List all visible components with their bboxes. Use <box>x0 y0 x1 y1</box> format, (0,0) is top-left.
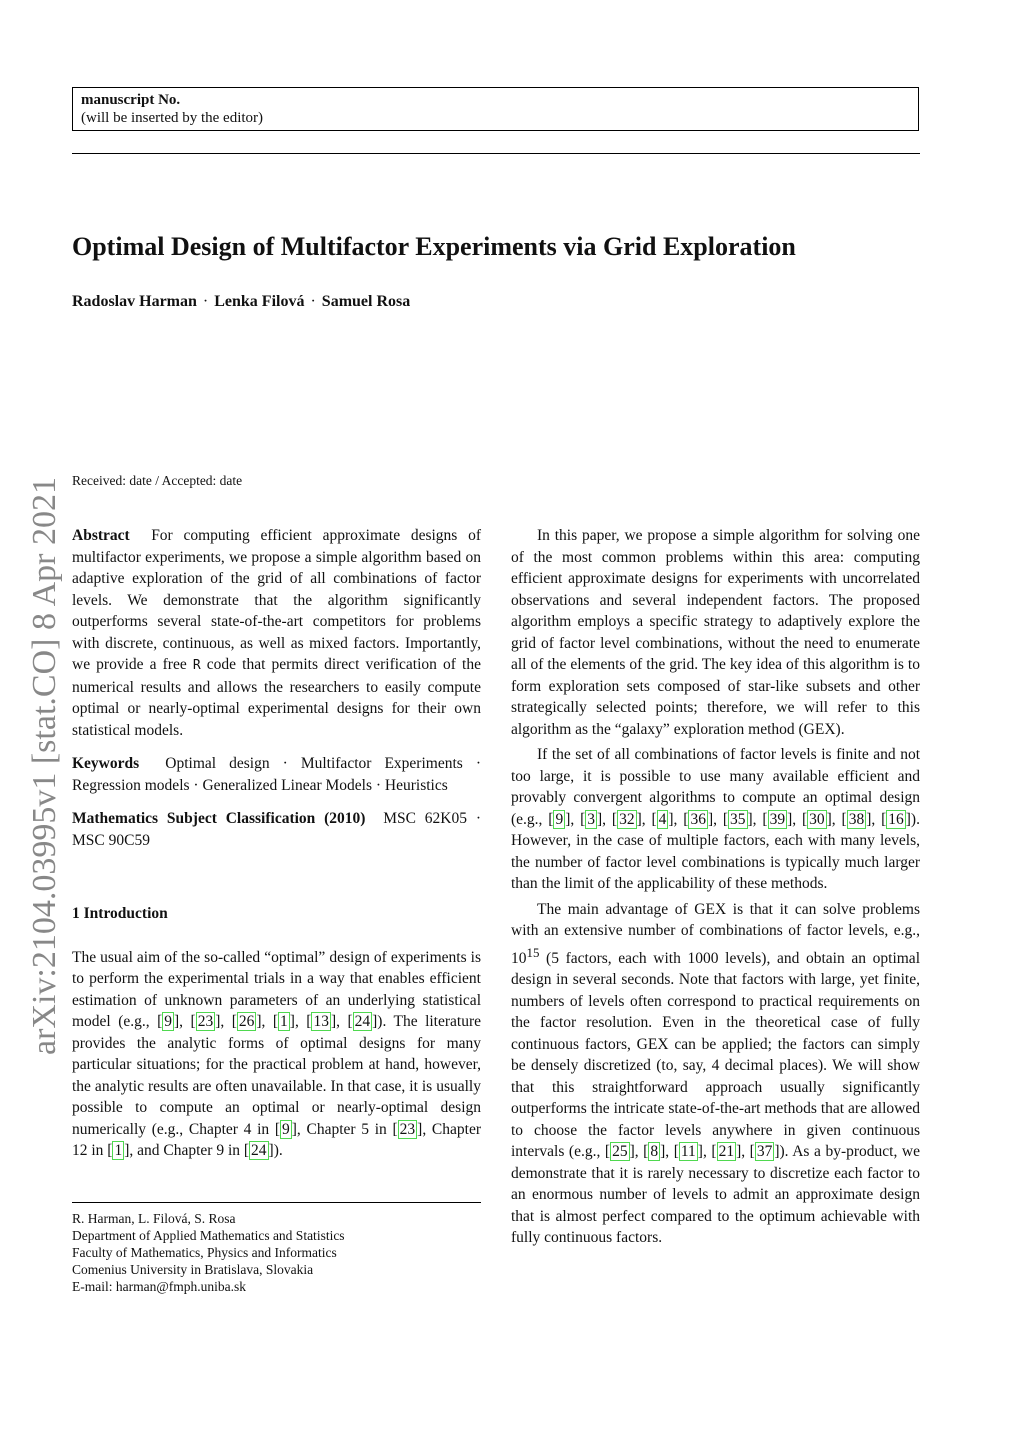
citation-link[interactable]: 8 <box>650 1143 659 1161</box>
footnote-email: E-mail: harman@fmph.uniba.sk <box>72 1279 247 1294</box>
paper-title: Optimal Design of Multifactor Experiments via Grid Exploration <box>72 232 796 261</box>
citation-link[interactable]: 25 <box>612 1143 628 1161</box>
citation-link[interactable]: 24 <box>251 1142 267 1159</box>
msc-label: Mathematics Subject Classification (2010) <box>72 810 366 827</box>
arxiv-sidebar-stamp: arXiv:2104.03995v1 [stat.CO] 8 Apr 2021 <box>26 477 63 1055</box>
author-name: Radoslav Harman <box>72 293 197 310</box>
author-name: Lenka Filová <box>214 293 305 310</box>
abstract: Abstract For computing efficient approximate designs of multifactor experiments, we propose a simple algorithm based on adaptive exploration of the grid of all combinations of factor levels. We demonstrate that the algorithm significantly outperforms several state-of-the-art competitors for problems with discrete, continuous, as well as mixed factors. Importantly, we provide a free R code that permits direct verification of the numerical results and allows the researchers to easily compute optimal or nearly-optimal experimental designs for their own statistical models. <box>72 527 481 739</box>
citation-link[interactable]: 9 <box>282 1120 290 1138</box>
footnote-faculty: Faculty of Mathematics, Physics and Informatics <box>72 1245 337 1260</box>
msc-classification: Mathematics Subject Classification (2010) MSC 62K05 · MSC 90C59 <box>72 810 482 849</box>
citation-link[interactable]: 37 <box>756 1143 773 1161</box>
citation-link[interactable]: 35 <box>730 810 746 828</box>
body-paragraph: The main advantage of GEX is that it can solve problems with an extensive number of combinations of factor levels, e.g., $10^{15}$ (5 factors, each with 1000 levels), and obtain an optimal design in several seconds. Note that factors with large, yet finite, numbers of levels often correspond to practical requirements on the factor resolution. Even in the theoretical case of fully continuous factors, GEX can be applied; the factors can simply be densely discretized (to, say, 4 decimal places). We will show that this straightforward approach usually significantly outperforms the intricate state-of-the-art methods that are allowed to choose the factor levels anywhere in given continuous intervals (e.g., [ 25 ], [ 8 ], [ 11 ], [ 21 ], [ 37 ]). As a by-product, we demonstrate that it is rarely necessary to discretize each factor to an enormous number of levels to admit an approximate design that is almost perfect compared to the optimum achievable with fully continuous factors. <box>511 900 920 1247</box>
abstract-label: Abstract <box>72 527 130 544</box>
citation-link[interactable]: 26 <box>238 1013 255 1030</box>
citation-link[interactable]: 32 <box>619 810 635 828</box>
citation-link[interactable]: 16 <box>888 810 904 828</box>
header-rule <box>72 153 920 154</box>
received-line: Received: date / Accepted: date <box>72 473 243 488</box>
author-separator: · <box>202 293 209 310</box>
footnote-rule <box>72 1202 481 1203</box>
citation-link[interactable]: 9 <box>164 1013 173 1030</box>
footnote-names: R. Harman, L. Filová, S. Rosa <box>72 1211 236 1226</box>
editor-note: (will be inserted by the editor) <box>81 110 264 126</box>
citation-link[interactable]: 9 <box>555 810 564 828</box>
citation-link[interactable]: 24 <box>354 1013 371 1030</box>
manuscript-label: manuscript No. <box>81 92 181 108</box>
author-separator: · <box>310 293 316 310</box>
author-list <box>72 293 410 311</box>
keywords-label: Keywords <box>72 755 140 772</box>
citation-link[interactable]: 4 <box>658 810 667 828</box>
citation-link[interactable]: 1 <box>280 1013 288 1030</box>
right-column <box>511 525 920 1249</box>
citation-link[interactable]: 3 <box>587 810 596 828</box>
left-column <box>72 525 481 1162</box>
citation-link[interactable]: 38 <box>848 810 865 828</box>
author-name: Samuel Rosa <box>321 293 411 310</box>
footnote-university: Comenius University in Bratislava, Slovakia <box>72 1262 314 1277</box>
citation-link[interactable]: 36 <box>690 810 706 828</box>
section-heading-introduction: 1 Introduction <box>72 905 168 922</box>
exponent: 15 <box>526 944 540 960</box>
citation-link[interactable]: 23 <box>399 1120 416 1138</box>
citation-link[interactable]: 1 <box>114 1142 123 1159</box>
keywords: Keywords Optimal design · Multifactor Experiments · Regression models · Generalized Linear Models · Heuristics <box>72 755 481 794</box>
citation-link[interactable]: 13 <box>313 1013 329 1030</box>
citation-link[interactable]: 30 <box>809 810 825 828</box>
r-code-name: R <box>192 658 201 673</box>
editor-box <box>72 87 919 131</box>
affiliation-footnote <box>72 1210 345 1295</box>
body-paragraph: In this paper, we propose a simple algorithm for solving one of the most common problems within this area: computing efficient approximate designs for experiments with uncorrelated observations and several independent factors. The proposed algorithm employs a specific strategy to adaptively explore the grid of factor level combinations, without the need to enumerate all of the elements of the grid. The key idea of this algorithm is to form exploration sets composed of star-like subsets and other strategically selected points; therefore, we will refer to this algorithm as the “galaxy” exploration method (GEX). <box>511 527 920 738</box>
citation-link[interactable]: 21 <box>718 1143 735 1161</box>
citation-link[interactable]: 39 <box>769 810 786 828</box>
footnote-department: Department of Applied Mathematics and Statistics <box>72 1228 345 1243</box>
intro-paragraph: The usual aim of the so-called “optimal” design of experiments is to perform the experimental trials in a way that enables efficient estimation of unknown parameters of an underlying statistical model (e.g., [ 9 ], [ 23 ], [ 26 ], [ 1 ], [ 13 ], [ 24 ]). The literature provides the analytic forms of optimal designs for many particular situations; for the practical problem at hand, however, the analytic results are often unavailable. In that case, it is usually possible to compute an optimal or nearly-optimal design numerically (e.g., Chapter 4 in [ 9 ], Chapter 5 in [ 23 ], Chapter 12 in [ 1 ], and Chapter 9 in [ 24 ]). <box>72 948 482 1159</box>
citation-link[interactable]: 23 <box>197 1013 214 1030</box>
citation-link[interactable]: 11 <box>680 1143 696 1161</box>
body-paragraph: If the set of all combinations of factor levels is finite and not too large, it is possible to use many available efficient and provably convergent algorithms to compute an optimal design (e.g., [ 9 ], [ 3 ], [ 32 ], [ 4 ], [ 36 ], [ 35 ], [ 39 ], [ 30 ], [ 38 ], [ 16 ]). However, in the case of multiple factors, each with many levels, the number of factor level combinations is typically much larger than the limit of the applicability of these methods. <box>511 746 920 892</box>
